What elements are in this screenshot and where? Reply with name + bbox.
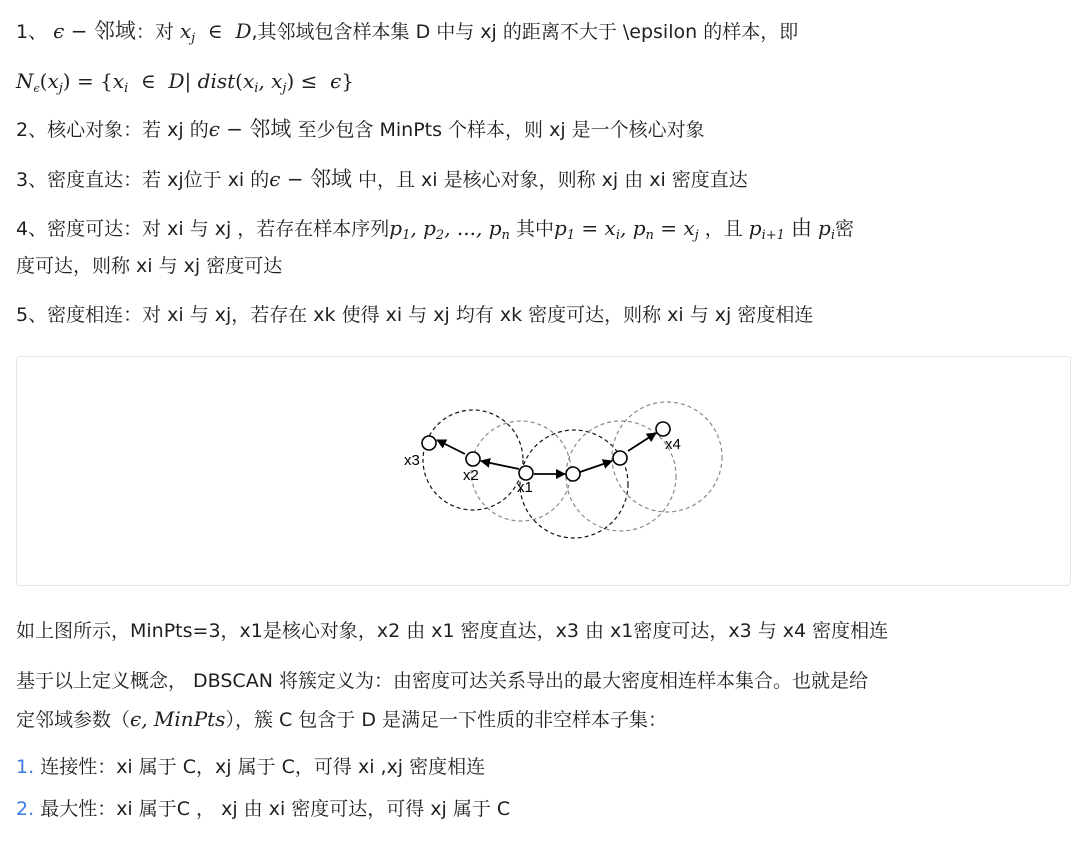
point-b: [613, 451, 627, 465]
def1-colon: ：对: [135, 21, 174, 43]
def1-number: 1、: [16, 21, 48, 43]
def4-mid: 其中: [515, 218, 554, 240]
cluster-def-text-2b: ），簇 C 包含于 D 是满足一下性质的非空样本子集：: [225, 709, 668, 731]
neighborhood-circle-b: [612, 402, 722, 512]
density-diagram-svg: [17, 357, 1072, 587]
def2-rest: 至少包含 MinPts 个样本，则 xj 是一个核心对象: [297, 119, 705, 141]
density-diagram: [16, 356, 1071, 586]
arrow-x2-to-x3: [437, 440, 465, 454]
neighborhood-circle-a: [566, 421, 676, 531]
def4-prefix: 4、密度可达：对 xi 与 xj ，若存在样本序列: [16, 218, 390, 240]
endpoints-formula: $p_1 = x_i$, $p_n = x_j$: [553, 216, 699, 243]
arrow-x1-to-x2: [481, 461, 519, 469]
epsilon-symbol: ϵ −: [208, 117, 244, 141]
cluster-def-text-1: 基于以上定义概念， DBSCAN 将簇定义为：由密度可达关系导出的最大密度相连样本集合。也就是给: [16, 670, 868, 692]
def2-prefix: 2、核心对象：若 xj 的: [16, 119, 209, 141]
definition-4-cont: [16, 251, 1070, 281]
property-number: 1.: [16, 756, 35, 778]
definition-2: [16, 114, 1070, 145]
caption-text: 如上图所示，MinPts=3，x1是核心对象，x2 由 x1 密度直达，x3 由 x1密度可达，x3 与 x4 密度相连: [16, 620, 889, 642]
point-x1: [519, 466, 533, 480]
property-text: 最大性：xi 属于C ， xj 由 xi 密度可达，可得 xj 属于 C: [40, 798, 511, 820]
def1-formula: $x_j$ ∈ D: [179, 19, 252, 46]
neighborhood-set-formula: $N_\epsilon(x_j) = \{x_i$ ∈ D| $dist(x_i$, $x_j) \le \epsilon$}: [16, 69, 355, 96]
def3-rest: 中，且 xi 是核心对象，则称 xj 由 xi 密度直达: [358, 169, 748, 191]
def4-you: 由: [790, 216, 812, 240]
label-x2: x2: [463, 467, 479, 484]
def3-prefix: 3、密度直达：若 xj位于 xi 的: [16, 169, 270, 191]
def5-text: 5、密度相连：对 xi 与 xj，若存在 xk 使得 xi 与 xj 均有 xk 密度可达，则称 xi 与 xj 密度相连: [16, 304, 814, 326]
def4-and: ，且: [704, 218, 743, 240]
sequence-formula: $p_1$, $p_2$, ..., $p_n$: [389, 216, 510, 243]
def1-neighborhood: 邻域: [93, 19, 136, 43]
epsilon-symbol: ϵ −: [53, 19, 88, 43]
point-x4: [656, 422, 670, 436]
cluster-def-text-2a: 定邻域参数（: [16, 709, 131, 731]
property-text: 连接性：xi 属于 C，xj 属于 C，可得 xi ,xj 密度相连: [40, 756, 486, 778]
def2-neighborhood: 邻域: [249, 117, 292, 141]
label-x1: x1: [517, 479, 533, 496]
point-formula: $p_i$: [818, 216, 836, 243]
def3-neighborhood: 邻域: [309, 167, 352, 191]
definition-3: [16, 164, 1070, 195]
def4-tail: 密: [835, 218, 855, 240]
def4-line2: 度可达，则称 xi 与 xj 密度可达: [16, 255, 283, 277]
property-number: 2.: [16, 798, 35, 820]
label-x4: x4: [665, 436, 681, 453]
label-x3: x3: [404, 452, 420, 469]
definition-4: [16, 213, 1070, 244]
neighborhood-circle-x1: [520, 430, 628, 538]
point-x2: [466, 452, 480, 466]
cluster-definition-line2: [16, 704, 1070, 735]
def1-rest: ,其邻域包含样本集 D 中与 xj 的距离不大于 \epsilon 的样本，即: [251, 21, 799, 43]
cluster-definition-line1: [16, 666, 1070, 696]
property-item: [16, 752, 1070, 782]
definition-1: [16, 16, 1070, 47]
arrow-a-to-b: [580, 461, 612, 472]
param-formula: ϵ, MinPts: [130, 707, 226, 731]
point-x3: [422, 436, 436, 450]
definition-1-formula: [16, 66, 1070, 97]
epsilon-symbol: ϵ −: [269, 167, 304, 191]
property-item: [16, 794, 1070, 824]
next-point-formula: $p_{i+1}$: [748, 216, 785, 243]
point-a: [566, 467, 580, 481]
diagram-caption: [16, 616, 1070, 646]
arrow-b-to-x4: [628, 433, 656, 451]
definition-5: [16, 300, 1070, 330]
